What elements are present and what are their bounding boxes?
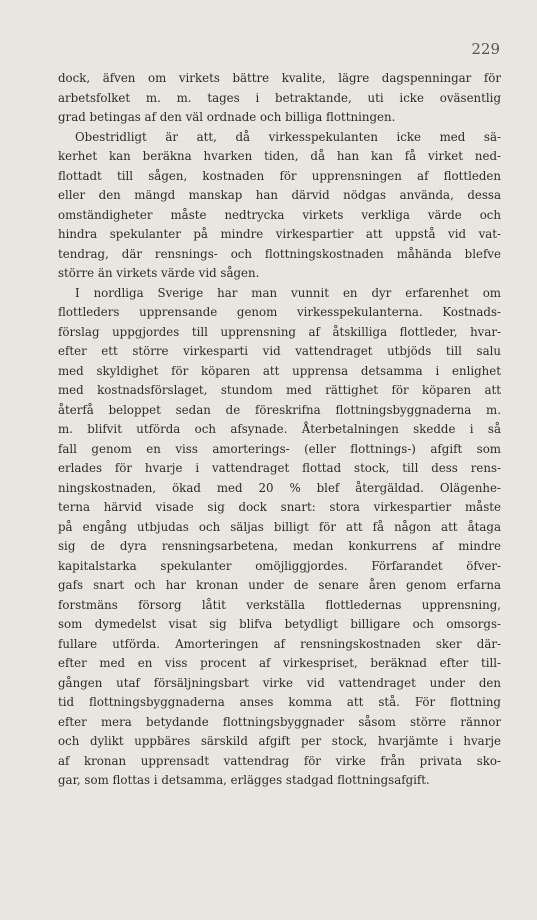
text-line: gafs snart och har kronan under de senare åren genom erfarna [58,578,501,592]
text-line: med kostnadsförslaget, stundom med rättighet för köparen att [58,383,501,397]
text-line: efter med en viss procent af virkespriset, beräknad efter till- [58,656,501,670]
text-line: kapitalstarka spekulanter omöjliggjordes. Förfarandet öfver- [58,558,501,573]
text-line: gången utaf försäljningsbart virke vid vattendraget under den [58,675,501,690]
text-line: på engång utbjudas och säljas billigt för att få någon att åtaga [58,519,501,534]
text-line: flottleders upprensande genom virkesspekulanterna. Kostnads- [58,305,501,319]
text-line: sig de dyra rensningsarbetena, medan konkurrens af mindre [58,539,501,553]
text-line: med skyldighet för köparen att upprensa detsamma i enlighet [58,363,501,378]
text-line: ningskostnaden, ökad med 20 % blef återgäldad. Olägenhe- [58,480,501,495]
text-line: grad betingas af den väl ordnade och billiga flottningen. [58,110,396,124]
text-line: tid flottningsbyggnaderna anses komma att stå. För flottning [58,695,501,709]
body-text [58,69,501,791]
text-line: som dymedelst visat sig blifva betydligt billigare och omsorgs- [58,617,501,631]
text-line: I nordliga Sverige har man vunnit en dyr erfarenhet om [75,285,501,300]
text-line: fullare utförda. Amorteringen af rensningskostnaden sker där- [58,636,501,651]
text-line: hindra spekulanter på mindre virkespartier att uppstå vid vat- [58,227,501,241]
text-line: Obestridligt är att, då virkesspekulanten icke med sä- [75,129,501,144]
text-line: gar, som flottas i detsamma, erlägges stadgad flottningsafgift. [58,773,430,787]
text-line: erlades för hvarje i vattendraget flottad stock, till dess rens- [58,461,501,475]
text-line: terna härvid visade sig dock snart: stora virkespartier måste [58,500,501,514]
text-line: arbetsfolket m. m. tages i betraktande, uti icke oväsentlig [58,90,501,105]
text-line: och dylikt uppbäres särskild afgift per stock, hvarjämte i hvarje [58,734,501,748]
text-line: förslag uppgjordes till upprensning af åtskilliga flottleder, hvar- [58,324,501,339]
text-line: större än virkets värde vid sågen. [58,266,260,280]
text-line: eller den mängd manskap han därvid nödgas använda, dessa [58,188,501,202]
text-line: fall genom en viss amorterings- (eller flottnings-) afgift som [58,441,501,456]
text-line: m. blifvit utförda och afsynade. Återbetalningen skedde i så [58,422,501,436]
text-line: efter mera betydande flottningsbyggnader såsom större rännor [58,714,501,729]
text-line: forstmäns försorg låtit verkställa flottledernas upprensning, [58,597,501,612]
text-line: tendrag, där rensnings- och flottningskostnaden måhända blefve [58,246,501,261]
page-number: 229 [471,40,500,58]
text-line: omständigheter måste nedtrycka virkets verkliga värde och [58,207,501,222]
text-line: dock, äfven om virkets bättre kvalite, lägre dagspenningar för [58,71,501,85]
text-line: efter ett större virkesparti vid vattendraget utbjöds till salu [58,344,501,358]
text-line: återfå beloppet sedan de föreskrifna flottningsbyggnaderna m. [58,402,501,417]
text-line: kerhet kan beräkna hvarken tiden, då han kan få virket ned- [58,149,501,163]
text-line: flottadt till sågen, kostnaden för upprensningen af flottleden [58,168,501,183]
text-line: af kronan upprensadt vattendrag för virke från privata sko- [58,753,501,768]
